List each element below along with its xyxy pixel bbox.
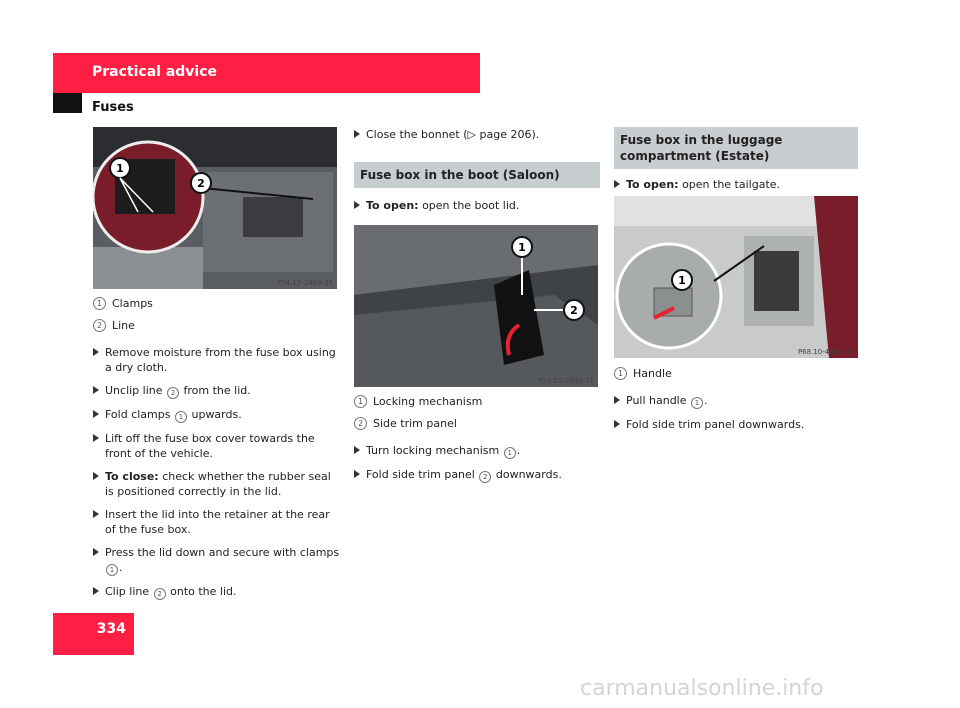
image-code: P68.10-4601-31	[797, 348, 854, 356]
instruction-step: To open: open the boot lid.	[354, 198, 600, 213]
callout-item: 2 Side trim panel	[354, 416, 600, 431]
column-2-lower	[354, 394, 600, 491]
arrow-icon	[614, 420, 620, 428]
instruction-step: Lift off the fuse box cover towards the front of the vehicle.	[93, 431, 343, 461]
instruction-step: Fold clamps 1 upwards.	[93, 407, 343, 423]
arrow-icon	[93, 548, 99, 556]
column-3-lower	[614, 366, 858, 440]
instruction-step: To close: check whether the rubber seal is positioned correctly in the lid.	[93, 469, 343, 499]
arrow-icon	[93, 510, 99, 518]
arrow-icon	[614, 396, 620, 404]
arrow-icon	[93, 410, 99, 418]
section-heading: Fuse box in the boot (Saloon)	[354, 162, 600, 188]
column-2	[354, 127, 600, 221]
callout-item: 1 Locking mechanism	[354, 394, 600, 409]
instruction-step: Remove moisture from the fuse box using a dry cloth.	[93, 345, 343, 375]
instruction-step: Clip line 2 onto the lid.	[93, 584, 343, 600]
arrow-icon	[93, 587, 99, 595]
arrow-icon	[354, 446, 360, 454]
instruction-step: Pull handle 1 .	[614, 393, 858, 409]
instruction-step: Fold side trim panel 2 downwards.	[354, 467, 600, 483]
arrow-icon	[93, 386, 99, 394]
column-3	[614, 127, 858, 200]
instruction-step: To open: open the tailgate.	[614, 177, 858, 192]
page-ref-icon: ▷	[467, 128, 477, 141]
page-number: 334	[96, 621, 126, 637]
page-title: Fuses	[92, 100, 134, 115]
instruction-step: Turn locking mechanism 1 .	[354, 443, 600, 459]
section-title: Practical advice	[92, 64, 218, 80]
arrow-icon	[93, 472, 99, 480]
instruction-step: Insert the lid into the retainer at the rear of the fuse box.	[93, 507, 343, 537]
engine-bay-photo	[93, 127, 337, 289]
image-code: P54.15-2990-31	[537, 377, 594, 385]
arrow-icon	[354, 470, 360, 478]
svg-text:2: 2	[197, 177, 205, 190]
svg-text:2: 2	[570, 304, 578, 317]
callout-item: 1 Handle	[614, 366, 858, 381]
callout-item: 1 Clamps	[93, 296, 343, 311]
instruction-step: Unclip line 2 from the lid.	[93, 383, 343, 399]
luggage-compartment-photo	[614, 196, 858, 358]
watermark: carmanualsonline.info	[580, 676, 824, 701]
instruction-step: Fold side trim panel downwards.	[614, 417, 858, 432]
arrow-icon	[93, 348, 99, 356]
header-tab	[53, 93, 82, 113]
section-heading: Fuse box in the luggage compartment (Estate)	[614, 127, 858, 169]
image-code: P54.15-2989-31	[276, 279, 333, 287]
arrow-icon	[354, 130, 360, 138]
arrow-icon	[354, 201, 360, 209]
svg-text:1: 1	[518, 241, 526, 254]
svg-text:1: 1	[678, 274, 686, 287]
arrow-icon	[614, 180, 620, 188]
column-1	[93, 296, 343, 608]
instruction-step: Press the lid down and secure with clamps 1 .	[93, 545, 343, 576]
svg-text:1: 1	[116, 162, 124, 175]
arrow-icon	[93, 434, 99, 442]
callout-item: 2 Line	[93, 318, 343, 333]
boot-photo	[354, 225, 598, 387]
instruction-step: Close the bonnet (▷ page 206).	[354, 127, 600, 142]
